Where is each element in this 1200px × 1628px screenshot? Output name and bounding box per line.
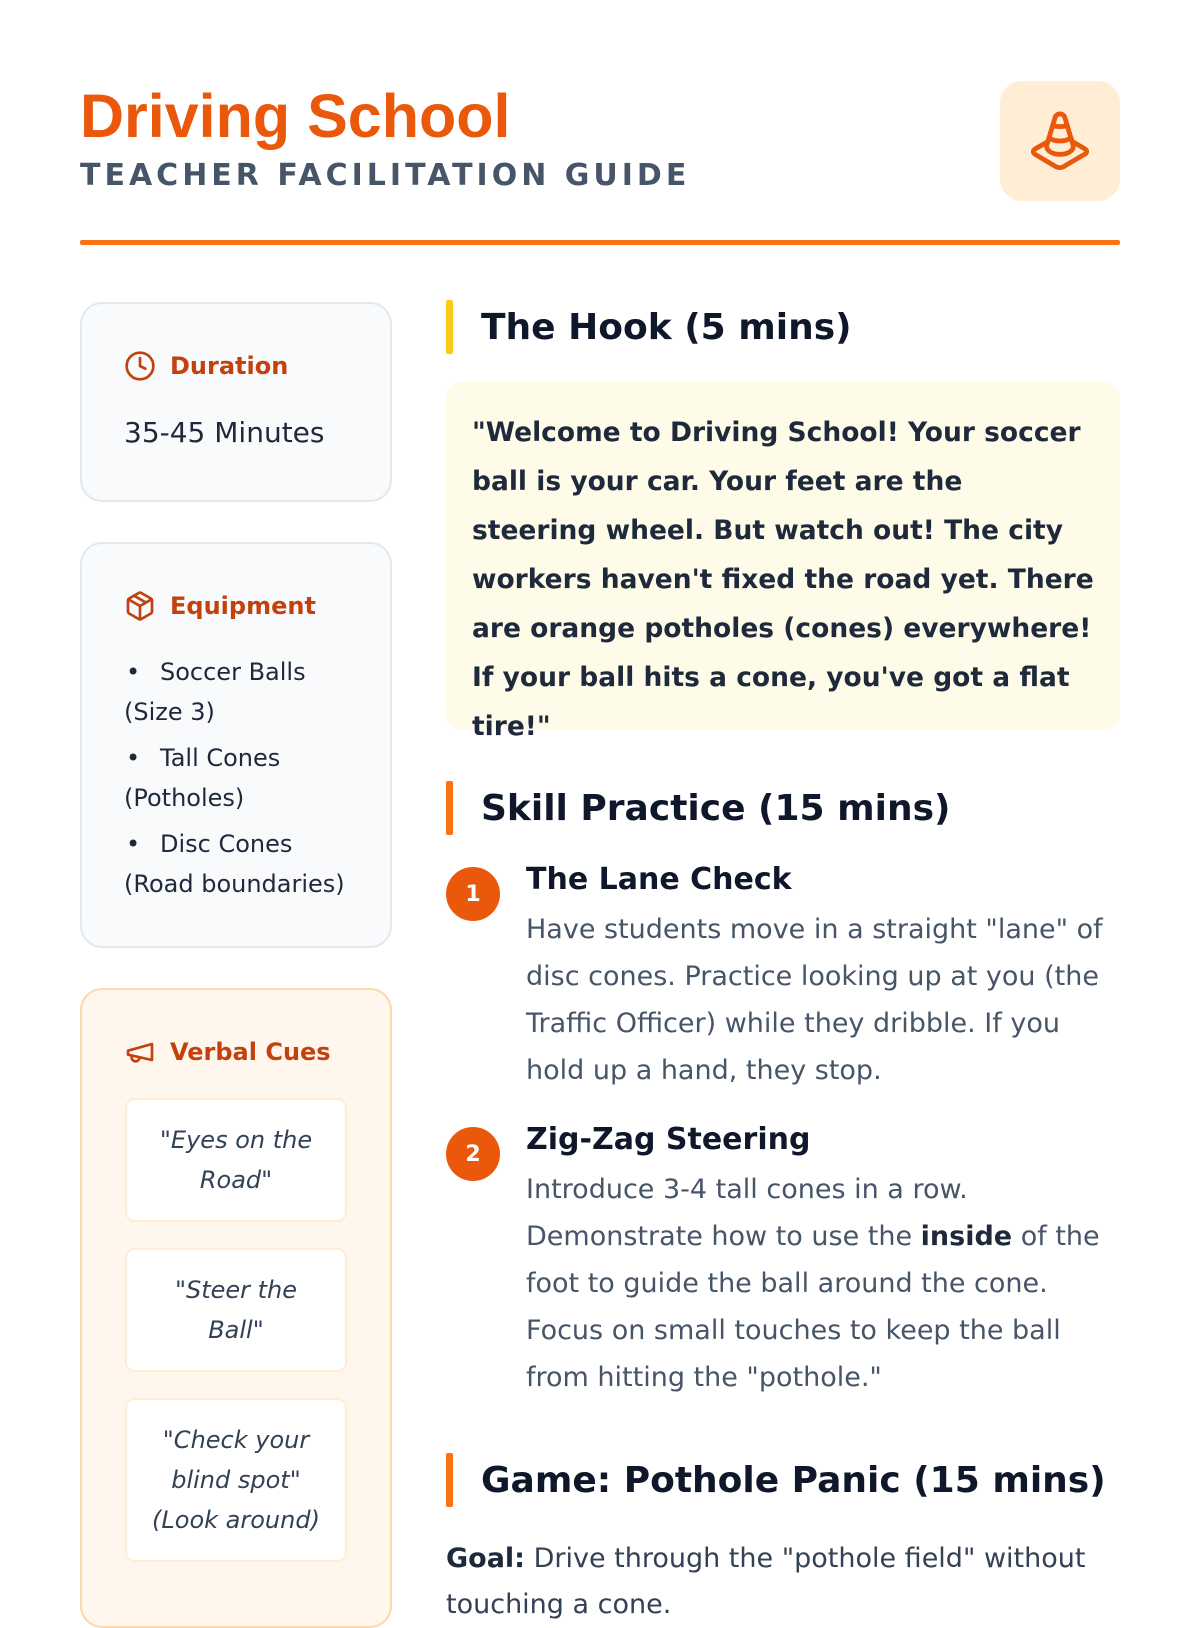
logo-badge	[1000, 81, 1120, 201]
hook-heading	[446, 300, 852, 354]
hook-script-box	[446, 382, 1120, 742]
verbal-cues-heading	[124, 1036, 331, 1068]
game-title: Game: Pothole Panic (15 mins)	[481, 1459, 1106, 1501]
duration-value: 35-45 Minutes	[124, 416, 325, 449]
cue-eyes-on-road: "Eyes on the Road"	[125, 1098, 347, 1222]
header-divider	[80, 240, 1120, 245]
clock-icon	[124, 350, 156, 382]
goal-label: Goal:	[446, 1543, 525, 1574]
equipment-heading	[124, 590, 316, 622]
skill-practice-heading	[446, 781, 950, 835]
page-header	[80, 80, 1120, 200]
emphasis-text: inside	[920, 1221, 1013, 1252]
step-title: Zig-Zag Steering	[526, 1122, 811, 1157]
duration-card	[80, 302, 392, 502]
verbal-cues-label: Verbal Cues	[170, 1038, 331, 1066]
hook-script-text: "Welcome to Driving School! Your soccer ball is your car. Your feet are the steering wheel. But watch out! The city workers haven't fixed the road yet. There are orange potholes (cones) everywhere! If your ball hits a cone, you've got a flat tire!"	[472, 417, 1094, 742]
section-accent-bar	[446, 1453, 453, 1507]
equipment-list	[124, 652, 364, 910]
duration-heading	[124, 350, 288, 382]
step-description: Introduce 3-4 tall cones in a row. Demonstrate how to use the inside of the foot to guide the ball around the cone. Focus on small touches to keep the ball from hitting the "pothole."	[526, 1174, 1100, 1393]
game-heading	[446, 1453, 1106, 1507]
list-item: • Tall Cones (Potholes)	[124, 744, 281, 812]
step-number-badge: 1	[446, 867, 500, 921]
step-description: Have students move in a straight "lane" of disc cones. Practice looking up at you (the Traffic Officer) while they dribble. If you hold up a hand, they stop.	[526, 914, 1103, 1086]
cue-steer-ball: "Steer the Ball"	[125, 1248, 347, 1372]
section-accent-bar	[446, 781, 453, 835]
page-subtitle: TEACHER FACILITATION GUIDE	[80, 158, 691, 193]
step-number-badge: 2	[446, 1127, 500, 1181]
equipment-card	[80, 542, 392, 948]
game-goal	[446, 1536, 1120, 1628]
goal-text: Drive through the "pothole field" without touching a cone.	[446, 1543, 1086, 1620]
page-title: Driving School	[80, 82, 511, 150]
list-item: • Soccer Balls (Size 3)	[124, 658, 306, 726]
traffic-cone-icon	[1028, 109, 1092, 173]
list-item: • Disc Cones (Road boundaries)	[124, 830, 345, 898]
megaphone-icon	[124, 1036, 156, 1068]
duration-label: Duration	[170, 352, 289, 380]
equipment-label: Equipment	[170, 592, 316, 620]
skill-practice-title: Skill Practice (15 mins)	[481, 787, 951, 829]
hook-title: The Hook (5 mins)	[481, 306, 852, 348]
package-icon	[124, 590, 156, 622]
verbal-cues-card	[80, 988, 392, 1628]
cue-blind-spot: "Check your blind spot" (Look around)	[125, 1398, 347, 1562]
step-title: The Lane Check	[526, 862, 792, 897]
section-accent-bar	[446, 300, 453, 354]
